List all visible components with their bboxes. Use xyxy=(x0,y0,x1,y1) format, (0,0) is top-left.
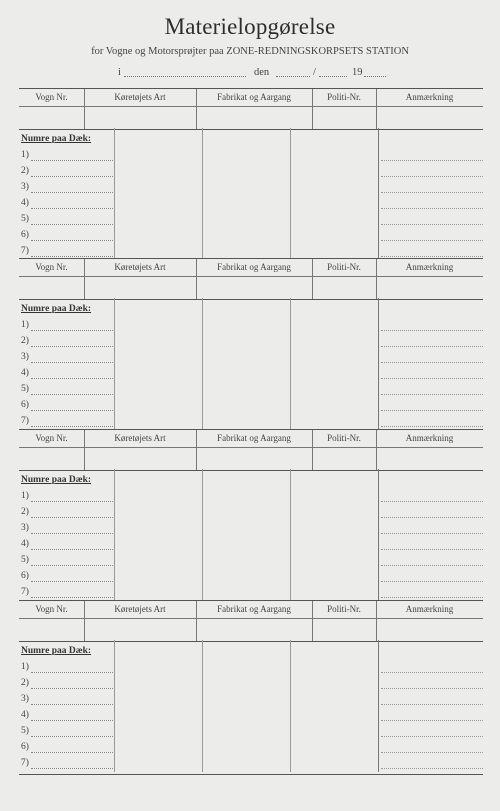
column-header: Politi-Nr. xyxy=(327,604,361,614)
column-header: Køretøjets Art xyxy=(114,604,166,614)
tire-number-field[interactable] xyxy=(31,176,113,177)
tire-number-field[interactable] xyxy=(31,581,113,582)
column-header: Politi-Nr. xyxy=(327,262,361,272)
row-number: 3) xyxy=(21,694,29,704)
tire-number-field[interactable] xyxy=(31,549,113,550)
remark-line[interactable] xyxy=(381,426,483,427)
tire-number-field[interactable] xyxy=(31,346,113,347)
column-header: Fabrikat og Aargang xyxy=(217,433,291,443)
entry-cell[interactable] xyxy=(84,448,196,469)
tire-number-field[interactable] xyxy=(31,533,113,534)
tire-numbers-label: Numre paa Dæk: xyxy=(21,646,92,656)
date-year-label: 19 xyxy=(352,67,363,78)
day-field[interactable] xyxy=(276,76,310,77)
entry-cell[interactable] xyxy=(84,619,196,640)
tire-number-field[interactable] xyxy=(31,208,113,209)
row-number: 6) xyxy=(21,571,29,581)
entry-cell[interactable] xyxy=(196,277,312,298)
body-column-divider xyxy=(290,640,291,772)
tire-number-field[interactable] xyxy=(31,394,113,395)
tire-number-field[interactable] xyxy=(31,597,113,598)
row-number: 4) xyxy=(21,368,29,378)
tire-number-field[interactable] xyxy=(31,672,113,673)
header-row xyxy=(19,600,483,642)
remark-line[interactable] xyxy=(381,176,483,177)
entry-cell[interactable] xyxy=(19,448,84,469)
row-number: 4) xyxy=(21,710,29,720)
tire-number-field[interactable] xyxy=(31,565,113,566)
form-subtitle: for Vogne og Motorsprøjter paa ZONE-REDNINGSKORPSETS STATION xyxy=(91,46,409,57)
tire-number-field[interactable] xyxy=(31,240,113,241)
remark-line[interactable] xyxy=(381,549,483,550)
tire-number-field[interactable] xyxy=(31,768,113,769)
header-row xyxy=(19,429,483,471)
column-header: Køretøjets Art xyxy=(114,92,166,102)
remark-line[interactable] xyxy=(381,330,483,331)
tire-number-field[interactable] xyxy=(31,378,113,379)
row-number: 7) xyxy=(21,246,29,256)
entry-cell[interactable] xyxy=(376,619,483,640)
tire-numbers-area xyxy=(19,298,483,429)
column-header: Vogn Nr. xyxy=(35,262,68,272)
tire-number-field[interactable] xyxy=(31,501,113,502)
tire-number-field[interactable] xyxy=(31,224,113,225)
entry-cell[interactable] xyxy=(196,107,312,128)
remark-line[interactable] xyxy=(381,256,483,257)
entry-cell[interactable] xyxy=(19,277,84,298)
row-number: 5) xyxy=(21,214,29,224)
column-header: Fabrikat og Aargang xyxy=(217,92,291,102)
remark-line[interactable] xyxy=(381,597,483,598)
body-column-divider xyxy=(290,469,291,600)
remark-line[interactable] xyxy=(381,410,483,411)
row-number: 1) xyxy=(21,320,29,330)
remark-line[interactable] xyxy=(381,736,483,737)
body-column-divider xyxy=(202,128,203,258)
row-number: 3) xyxy=(21,352,29,362)
date-slash: / xyxy=(313,67,316,78)
column-header: Anmærkning xyxy=(405,433,454,443)
row-number: 7) xyxy=(21,758,29,768)
date-den-label: den xyxy=(254,67,270,78)
row-number: 5) xyxy=(21,555,29,565)
body-column-divider xyxy=(378,298,379,429)
header-row xyxy=(19,258,483,300)
remark-line[interactable] xyxy=(381,581,483,582)
remark-line[interactable] xyxy=(381,224,483,225)
remark-line[interactable] xyxy=(381,768,483,769)
body-column-divider xyxy=(202,469,203,600)
row-number: 6) xyxy=(21,230,29,240)
column-header: Anmærkning xyxy=(405,262,454,272)
row-number: 7) xyxy=(21,587,29,597)
remark-line[interactable] xyxy=(381,501,483,502)
row-number: 1) xyxy=(21,491,29,501)
tire-number-field[interactable] xyxy=(31,736,113,737)
entry-cell[interactable] xyxy=(312,277,376,298)
remark-line[interactable] xyxy=(381,672,483,673)
date-line xyxy=(0,67,500,81)
column-header: Anmærkning xyxy=(405,604,454,614)
date-prefix: i xyxy=(118,67,121,78)
row-number: 4) xyxy=(21,198,29,208)
body-column-divider xyxy=(114,128,115,258)
entry-cell[interactable] xyxy=(312,619,376,640)
tire-numbers-area xyxy=(19,469,483,600)
column-header: Anmærkning xyxy=(405,92,454,102)
row-number: 2) xyxy=(21,678,29,688)
remark-line[interactable] xyxy=(381,240,483,241)
tire-number-field[interactable] xyxy=(31,256,113,257)
body-column-divider xyxy=(114,469,115,600)
row-number: 6) xyxy=(21,400,29,410)
entry-cell[interactable] xyxy=(376,277,483,298)
tire-number-field[interactable] xyxy=(31,752,113,753)
row-number: 6) xyxy=(21,742,29,752)
remark-line[interactable] xyxy=(381,533,483,534)
column-header: Vogn Nr. xyxy=(35,92,68,102)
column-header: Fabrikat og Aargang xyxy=(217,604,291,614)
remark-line[interactable] xyxy=(381,517,483,518)
tire-numbers-area xyxy=(19,640,483,772)
row-number: 5) xyxy=(21,384,29,394)
remark-line[interactable] xyxy=(381,362,483,363)
entry-cell[interactable] xyxy=(19,107,84,128)
body-column-divider xyxy=(202,298,203,429)
remark-line[interactable] xyxy=(381,688,483,689)
entry-cell[interactable] xyxy=(376,107,483,128)
remark-line[interactable] xyxy=(381,192,483,193)
row-number: 2) xyxy=(21,507,29,517)
remark-line[interactable] xyxy=(381,160,483,161)
column-header: Vogn Nr. xyxy=(35,433,68,443)
tire-number-field[interactable] xyxy=(31,330,113,331)
place-field[interactable] xyxy=(124,76,246,77)
remark-line[interactable] xyxy=(381,394,483,395)
month-field[interactable] xyxy=(319,76,347,77)
header-row xyxy=(19,88,483,130)
remark-line[interactable] xyxy=(381,720,483,721)
tire-number-field[interactable] xyxy=(31,160,113,161)
body-column-divider xyxy=(114,298,115,429)
row-number: 7) xyxy=(21,416,29,426)
body-column-divider xyxy=(202,640,203,772)
entry-cell[interactable] xyxy=(84,107,196,128)
tire-number-field[interactable] xyxy=(31,688,113,689)
form-title: Materielopgørelse xyxy=(164,14,336,39)
row-number: 5) xyxy=(21,726,29,736)
column-header: Køretøjets Art xyxy=(114,262,166,272)
column-header: Vogn Nr. xyxy=(35,604,68,614)
entry-cell[interactable] xyxy=(196,619,312,640)
entry-cell[interactable] xyxy=(84,277,196,298)
body-column-divider xyxy=(290,298,291,429)
entry-cell[interactable] xyxy=(376,448,483,469)
tire-number-field[interactable] xyxy=(31,517,113,518)
column-header: Politi-Nr. xyxy=(327,92,361,102)
body-column-divider xyxy=(114,640,115,772)
entry-cell[interactable] xyxy=(312,448,376,469)
tire-numbers-label: Numre paa Dæk: xyxy=(21,304,92,314)
entry-cell[interactable] xyxy=(312,107,376,128)
tire-numbers-label: Numre paa Dæk: xyxy=(21,475,92,485)
year-field[interactable] xyxy=(364,76,386,77)
tire-number-field[interactable] xyxy=(31,192,113,193)
column-header: Køretøjets Art xyxy=(114,433,166,443)
remark-line[interactable] xyxy=(381,378,483,379)
entry-cell[interactable] xyxy=(19,619,84,640)
tire-number-field[interactable] xyxy=(31,426,113,427)
remark-line[interactable] xyxy=(381,208,483,209)
entry-cell[interactable] xyxy=(196,448,312,469)
row-number: 2) xyxy=(21,166,29,176)
row-number: 2) xyxy=(21,336,29,346)
body-column-divider xyxy=(290,128,291,258)
tire-number-field[interactable] xyxy=(31,362,113,363)
row-number: 4) xyxy=(21,539,29,549)
remark-line[interactable] xyxy=(381,346,483,347)
row-number: 3) xyxy=(21,523,29,533)
tire-number-field[interactable] xyxy=(31,720,113,721)
body-column-divider xyxy=(378,128,379,258)
tire-numbers-label: Numre paa Dæk: xyxy=(21,134,92,144)
tire-number-field[interactable] xyxy=(31,704,113,705)
row-number: 3) xyxy=(21,182,29,192)
bottom-rule xyxy=(19,774,483,775)
tire-number-field[interactable] xyxy=(31,410,113,411)
column-header: Politi-Nr. xyxy=(327,433,361,443)
body-column-divider xyxy=(378,469,379,600)
column-header: Fabrikat og Aargang xyxy=(217,262,291,272)
body-column-divider xyxy=(378,640,379,772)
row-number: 1) xyxy=(21,150,29,160)
tire-numbers-area xyxy=(19,128,483,258)
remark-line[interactable] xyxy=(381,565,483,566)
remark-line[interactable] xyxy=(381,752,483,753)
remark-line[interactable] xyxy=(381,704,483,705)
row-number: 1) xyxy=(21,662,29,672)
